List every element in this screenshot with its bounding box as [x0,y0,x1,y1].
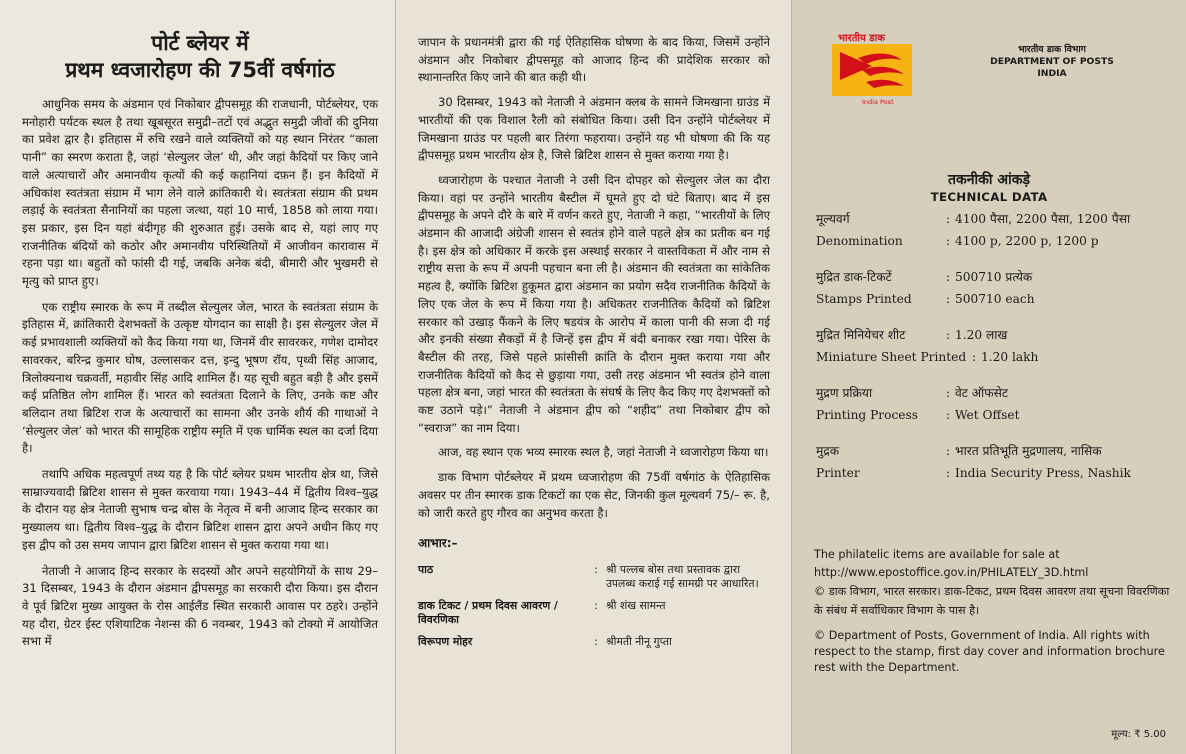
spec-colon: : [945,386,951,400]
spec-value-hindi: भारत प्रतिभूति मुद्रणालय, नासिक [955,444,1102,458]
paragraph: तथापि अधिक महत्वपूर्ण तथ्य यह है कि पोर्ट ब्लेयर प्रथम भारतीय क्षेत्र था, जिसे साम्राज्यवादी ब्रिटिश शासन से मुक्त करवाया गया। 1943–44 में द्वितीय विश्व–युद्ध के दौरान यह क्षेत्र नेताजी सुभाष चन्द्र बोस के नेतृत्व में बनी आजाद हिन्द सरकार का मुख्यालय था। द्वितीय विश्व–युद्ध के दौरान ब्रिटिश शासन द्वारा अपने अधीन किए गए इस द्वीप को उस समय जापान द्वारा ब्रिटिश शासन से मुक्त कराया गया था। [22,467,378,552]
page-title [22,30,378,84]
dept-english: DEPARTMENT OF POSTS [990,56,1114,67]
spec-miniature-sheet [816,324,1172,368]
spec-value-english: 1.20 lakh [981,350,1039,364]
title-line-2: प्रथम ध्वजारोहण की 75वीं वर्षगांठ [65,58,335,82]
ack-colon: : [594,635,598,649]
india-post-logo-icon [832,44,912,96]
spec-label-english: Stamps Printed [816,292,912,306]
price-label: मूल्य: ₹ 5.00 [1111,729,1166,740]
paragraph: आधुनिक समय के अंडमान एवं निकोबार द्वीपसमूह की राजधानी, पोर्टब्लेयर, एक मनोहारी पर्यटक स्थल है तथा खूबसूरत समुद्री–तटों एवं अद्भुत समुद्री जीवों की दुनिया का प्रवेश द्वार है। इतिहास में रुचि रखने वाले व्यक्तियों को यह स्थान निरंतर “काला पानी” का स्मरण कराता है, जहां ‘सेल्युलर जेल’ थी, और जहां कैदियों पर किए जाने वाले अत्याचारों और अमानवीय कृत्यों की कई कहानियां दफ़न हैं। इन कैदियों में अधिकांश स्वतंत्रता संग्राम में भाग लेने वाले क्रांतिकारी थे। स्वतंत्रता संग्राम की प्रथम लड़ाई के स्वतंत्रता सैनानियों का पहला जत्था, यहां 10 मार्च, 1858 को लाया गया। इस प्रकार, इस दिन यहां बंदीगृह की शुरुआत हुई। उसके बाद से, यहां लाए गए राजनीतिक बंदियों को कठोर और अमानवीय परिस्थितियों में आजीवन कारावास में रहना पड़ा था। बहुतों को फांसी दी गई, जबकि अनेक बंदी, बीमारी और भुखमरी से मृत्यु को प्राप्त हुए। [22,97,378,289]
spec-stamps-printed [816,266,1172,310]
middle-panel [396,0,792,754]
acknowledgement-table [418,561,770,655]
dept-hindi: भारतीय डाक विभाग [1018,44,1086,55]
spec-colon: : [945,408,951,422]
spec-value-hindi: 500710 प्रत्येक [955,270,1033,284]
ack-value: श्री पल्लब बोस तथा प्रस्तावक द्वारा उपलब्ध कराई गई सामग्री पर आधारित। [606,563,759,591]
spec-value-hindi: 1.20 लाख [955,328,1008,342]
sale-info [814,546,1170,676]
spec-value-english: Wet Offset [955,408,1020,422]
table-row [418,633,770,655]
paragraph: 30 दिसम्बर, 1943 को नेताजी ने अंडमान क्लब के सामने जिमखाना ग्राउंड में भारतीयों की एक विशाल रैली को संबोधित किया। उसी दिन उन्होंने पोर्टब्लेयर में जिमखाना ग्राउंड पर पहली बार तिरंगा फहराया। उन्होंने यह भी घोषणा की कि यह द्वीपसमूह प्रथम भारतीय क्षेत्र है, जिसे ब्रिटिश शासन से मुक्त कराया गया है। [418,95,770,163]
spec-colon: : [945,328,951,342]
copyright-hindi: © डाक विभाग, भारत सरकार। डाक-टिकट, प्रथम दिवस आवरण तथा सूचना विवरणिका के संबंध में सर्वाधिकार विभाग के पास है। [814,585,1170,617]
spec-value-hindi: वेट ऑफसेट [955,386,1009,400]
ack-colon: : [594,599,598,613]
technical-data-title [792,170,1186,204]
spec-label-hindi: मुद्रित डाक-टिकटें [816,270,892,284]
middle-body-text [418,34,770,522]
spec-label-hindi: मुद्रित मिनियेचर शीट [816,328,906,342]
spec-value-english: 500710 each [955,292,1035,306]
left-panel [0,0,396,754]
spec-label-english: Denomination [816,234,903,248]
spec-colon: : [945,444,951,458]
spec-value-english: 4100 p, 2200 p, 1200 p [955,234,1099,248]
paragraph: आज, वह स्थान एक भव्य स्मारक स्थल है, जहां नेताजी ने ध्वजारोहण किया था। [438,445,769,460]
spec-label-english: Printing Process [816,408,919,422]
spec-label-hindi: मुद्रण प्रक्रिया [816,386,873,400]
sale-text: The philatelic items are available for sale at [814,548,1060,561]
ack-colon: : [594,563,598,577]
right-panel [792,0,1186,754]
spec-value-hindi: 4100 पैसा, 2200 पैसा, 1200 पैसा [955,212,1131,226]
ack-label: डाक टिकट / प्रथम दिवस आवरण / विवरणिका [418,599,558,627]
spec-colon: : [945,292,951,306]
spec-colon: : [945,466,951,480]
india-post-logo [832,30,912,106]
copyright-english: © Department of Posts, Government of India. All rights with respect to the stamp, first day cover and information brochure rest with the Department. [814,629,1165,674]
spec-colon: : [945,212,951,226]
spec-printing-process [816,382,1172,426]
logo-text: भारतीय डाक [838,33,885,44]
table-row [418,561,770,597]
paragraph: एक राष्ट्रीय स्मारक के रूप में तब्दील सेल्युलर जेल, भारत के स्वतंत्रता संग्राम के इतिहास में, क्रांतिकारी देशभक्तों के उत्कृष्ट योगदान का साक्षी है। इस सेल्युलर जेल में कई प्रभावशाली व्यक्तियों को कैद किया गया था, जिनमें वीर सावरकर, गणेश दामोदर सावरकर, बरिन्द्र कुमार घोष, उल्लासकर दत्त, इन्दु भूषण रॉय, पृथ्वी सिंह आजाद, त्रिलोक्यनाथ चक्रवर्ती, महावीर सिंह आदि शामिल हैं। यह सूची बहुत बड़ी है और इसमें कई प्रतिष्ठित लोग शामिल हैं। भारत को स्वतंत्रता दिलाने के लिए, उनके कष्ट और बलिदान तथा ब्रिटिश राज के अत्याचारों का सामना और उनके शौर्य की गाथाओं ने ‘सेल्युलर जेल’ को भारत की सामूहिक राष्ट्रीय स्मृति में एक धार्मिक स्थल का दर्जा दिया है। [22,299,378,456]
paragraph: जापान के प्रधानमंत्री द्वारा की गई ऐतिहासिक घोषणा के बाद किया, जिसमें उन्होंने अंडमान और निकोबार द्वीपसमूह को आजाद हिन्द की प्रादेशिक सरकार को स्थानान्तरित किए जाने की बात कही थी। [418,35,770,85]
spec-label-hindi: मूल्यवर्ग [816,212,850,226]
title-line-1: पोर्ट ब्लेयर में [151,31,249,55]
left-body-text [22,96,378,651]
acknowledgement-heading: आभार:– [418,536,458,551]
logo-subtext: India Post [862,98,894,106]
sale-url-link[interactable]: http://www.epostoffice.gov.in/PHILATELY_3D.html [814,566,1089,579]
paragraph: ध्वजारोहण के पश्चात नेताजी ने उसी दिन दोपहर को सेल्युलर जेल का दौरा किया। वहां पर उन्होंने भारतीय बैस्टील में घूमते हुए दो घंटे बिताए। बाद में इस द्वीपसमूह के अपने दौरे के बारे में वर्णन करते हुए, नेताजी ने कहा, “भारतीयों के लिए अंडमान की आजादी अंग्रेजी शासन से स्वतंत्र होने वाले पहले क्षेत्र का प्रतीक बन गई है। इस क्षेत्र को अधिकार में करके इस अस्थाई सरकार ने वास्तविकता में और नाम से राष्ट्रीय सत्ता के रूप में अपनी पहचान बना ली है। अंडमान की स्वतंत्रता का सांकेतिक महत्व है, क्योंकि ब्रिटिश हुकूमत द्वारा अंडमान का प्रयोग सदैव राजनीतिक कैदियों के लिए एक जेल के रूप में किया गया है। अधिकतर राजनीतिक कैदियों को ब्रिटिश सरकार को उखाड़ फैंकने के लिए षडयंत्र के आरोप में काला पानी की सजा दी गई और इनकी संख्या सैकड़ों में है जिन्हें इस द्वीप में बंदी बनाकर रखा गया। पेरिस के बैस्टील की तरह, जिसे पहले फ्रांसीसी क्रांति के दौरान मुक्त कराया गया और राजनीतिक कैदियों को कैद से छुड़ाया गया, उसी तरह अंडमान भी स्वतंत्र होने वाला पहला क्षेत्र बना, जहां भारत की स्वतंत्रता के संघर्ष के लिए कैद किए गए देशभक्तों को कष्ट उठाने पड़े।” नेताजी ने अंडमान द्वीप को “शहीद” तथा निकोबार द्वीप को “स्वराज” का नाम दिया। [418,172,770,435]
ack-value: श्रीमती नीनू गुप्ता [606,635,672,649]
dept-country: INDIA [1037,68,1067,79]
spec-printer [816,440,1172,484]
spec-label-english: Miniature Sheet Printed [816,350,967,364]
ack-label: विरूपण मोहर [418,635,473,649]
technical-data-hindi: तकनीकी आंकड़े [948,172,1030,188]
spec-label-hindi: मुद्रक [816,444,840,458]
ack-value: श्री शंख सामन्त [606,599,666,613]
paragraph: नेताजी ने आजाद हिन्द सरकार के सदस्यों और अपने सहयोगियों के साथ 29–31 दिसम्बर, 1943 के दौरान अंडमान द्वीपसमूह का सरकारी दौरा किया। इस दौरान वे पूर्व ब्रिटिश मुख्य आयुक्त के रोस आईलैंड स्थित सरकारी आवास पर ठहरे। उन्होंने यह दौरा, ग्रेटर ईस्ट एशियाटिक नेशन्स की 6 नवम्बर, 1943 को टोक्यो में आयोजित सभा में [22,563,378,649]
spec-colon: : [971,350,977,364]
spec-colon: : [945,234,951,248]
spec-colon: : [945,270,951,284]
technical-data-list [816,208,1172,498]
spec-value-english: India Security Press, Nashik [955,466,1131,480]
paragraph: डाक विभाग पोर्टब्लेयर में प्रथम ध्वजारोहण की 75वीं वर्षगांठ के ऐतिहासिक अवसर पर तीन स्मारक डाक टिकटों का एक सेट, जिनकी कुल मूल्यवर्ग 75/– रू. है, को जारी करते हुए गौरव का अनुभव करता है। [418,470,770,520]
technical-data-english: TECHNICAL DATA [930,190,1048,204]
department-name [972,44,1132,80]
table-row [418,597,770,633]
spec-denomination [816,208,1172,252]
ack-label: पाठ [418,563,434,577]
spec-label-english: Printer [816,466,860,480]
